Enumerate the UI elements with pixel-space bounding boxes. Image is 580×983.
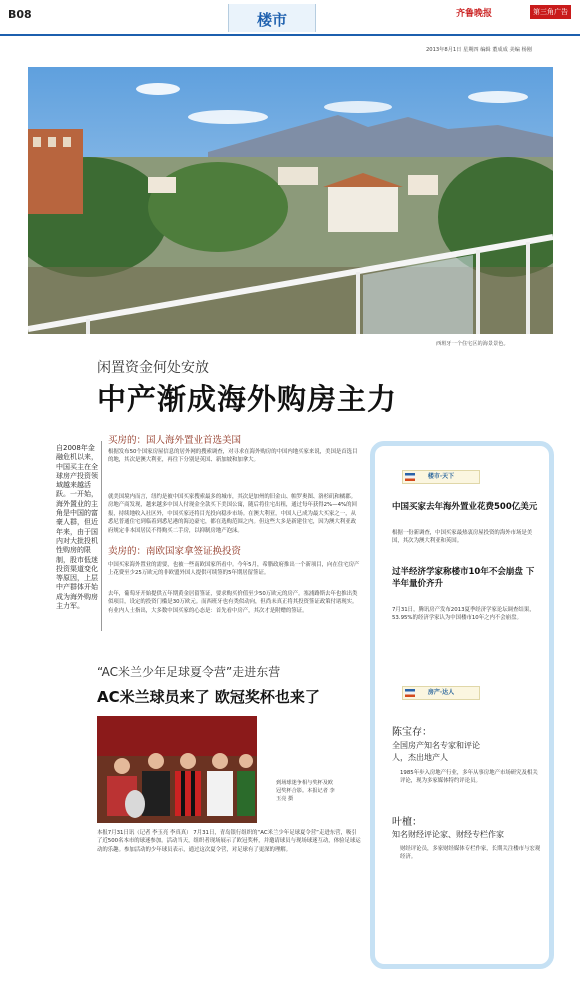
ac-headline: AC米兰球员来了 欧冠奖杯也来了	[97, 688, 320, 706]
section-title: 楼市	[256, 11, 287, 29]
column-divider	[101, 441, 102, 631]
subhead-sellers: 卖房的：南欧国家拿签证换投资	[108, 546, 242, 557]
flag-icon	[405, 473, 415, 481]
sidebar-headline: 过半经济学家称楼市10年不会崩盘 下半年量价齐升	[392, 567, 535, 589]
expert-role: 知名财经评论家、财经专栏作家	[392, 830, 504, 839]
subhead-buyers: 买房的：国人海外置业首选美国	[108, 435, 242, 446]
sidebar-banner-label: 房产·达人	[427, 689, 455, 696]
intro-column: 自2008年金融危机以来，中国买主在全球房产投资领域越来越活跃。一开始，海外置业的主角是中国的富豪人群，但近年来，由于国内对大批投机性购房的限制，股市低迷投资渠道变化等原因，上层中产群体开始成为海外购房主力军。	[56, 444, 98, 611]
section-tab	[228, 4, 316, 32]
body-paragraph: 中国买家海外置业的需要，也被一些南欧国家所看中。今年5月，希腊政府推出一个新项目，向在住宅房产上花费至少25万欧元的非欧盟外国人提供可续签的5年期居留签证。	[108, 562, 360, 577]
photo-caption: 西班牙一个住宅区的海景景色。	[436, 341, 509, 347]
masthead-badge: 第三角广告	[530, 5, 571, 19]
ac-body: 本报7月31日讯（记者 李玉亮 李真真） 7月31日，青岛银行组织的“AC米兰少年足球夏令营”走进东营，吸引了近500名本市的球迷参加。活动当天，组织者现场展示了欧冠奖杯，并邀请球员与现场球迷互动，体验足球运动的乐趣。参加活动的少年球员表示，通过这次夏令营，对足球有了更深的理解。	[97, 830, 361, 853]
sidebar-banner-label: 楼市·天下	[427, 473, 455, 480]
header-meta: 2013年8月1日 星期四 编辑 董成成 美编 杨刚	[426, 47, 532, 53]
sidebar-banner-experts	[402, 686, 480, 700]
header-rule	[0, 34, 580, 36]
flag-icon	[405, 689, 415, 697]
ac-kicker: “AC米兰少年足球夏令营”走进东营	[97, 665, 281, 679]
body-paragraph: 根据发布50个国家房屋信息的居外网的搜索调查，对寻求在海外购房的中国内地买家来说，美国是首选目的地，其次是澳大利亚，再往下分别是英国、新加坡和加拿大。	[108, 449, 358, 464]
expert-name: 叶檀：	[392, 817, 422, 828]
expert-role: 全国房产知名专家和评论人，杰出地产人	[392, 741, 480, 763]
ac-photo-caption: 到场球迷争相与奖杯及欧冠奖杯合影。本报记者 李玉亮 摄	[276, 780, 335, 802]
main-headline: 中产渐成海外购房主力	[97, 382, 398, 416]
body-paragraph: 去年，葡萄牙开始提供五年期黄金居留签证，要求购买价值至少50万欧元的房产。塞浦路斯去年也推出类似项目，设定的投资门槛是30万欧元。而西班牙也有类似动向，但尚未真正将其投资签证政策付诸现实。有业内人士指出，大多数中国买家的心态是：首先看中房产，其次才是附赠的签证。	[108, 591, 358, 614]
expert-bio: 财经评论员，多家财经媒体专栏作家，长期关注楼市与宏观经济。	[400, 846, 541, 861]
ac-event-photo	[97, 716, 257, 823]
masthead-logo: 齐鲁晚报	[456, 9, 493, 19]
sidebar-paragraph: 根据一份新调查，中国买家最热衷房屋投资的海外市场是美国，其次为澳大利亚和英国。	[392, 530, 533, 545]
main-kicker: 闲置资金何处安放	[97, 360, 209, 376]
expert-name: 陈宝存：	[392, 727, 432, 738]
ac-event-photo-art	[97, 716, 257, 823]
seaview-photo	[28, 67, 553, 334]
page-number: B08	[8, 8, 32, 21]
expert-bio: 1985年步入房地产行业，多年从事房地产市场研究及相关评论，现为多家媒体特约评论员。	[400, 770, 538, 785]
sidebar-paragraph: 7月31日，腾讯房产发布2013夏季经济学家论坛调查结果，53.95%的经济学家认为中国楼市10年之内不会崩盘。	[392, 607, 535, 622]
sidebar-box	[370, 441, 554, 969]
sidebar-banner-news	[402, 470, 480, 484]
sidebar-headline: 中国买家去年海外置业花费500亿美元	[392, 502, 538, 512]
body-paragraph: 就美国境内而言，纽约是被中国买家搜索最多的城市，其次是加州的旧金山、帕罗奥图、洛杉矶和橘郡。房地产商发现，越来越多中国人付现金全款买下美国公寓，随后将住宅出租，通过每年获得2%—4%的回报，持续地收入社区外，中国买家还将目光投向稳步市场。在澳大利亚，中国人已成为最大买家之一，从悉尼普通住宅到临着到悉尼港的海边豪宅，都在选购范围之内。但这些大多是新建住宅，因为澳大利亚政府规定非本国居民不得购买二手房，以抑制房地产泡沫。	[108, 494, 357, 534]
seaview-photo-art	[28, 67, 553, 334]
